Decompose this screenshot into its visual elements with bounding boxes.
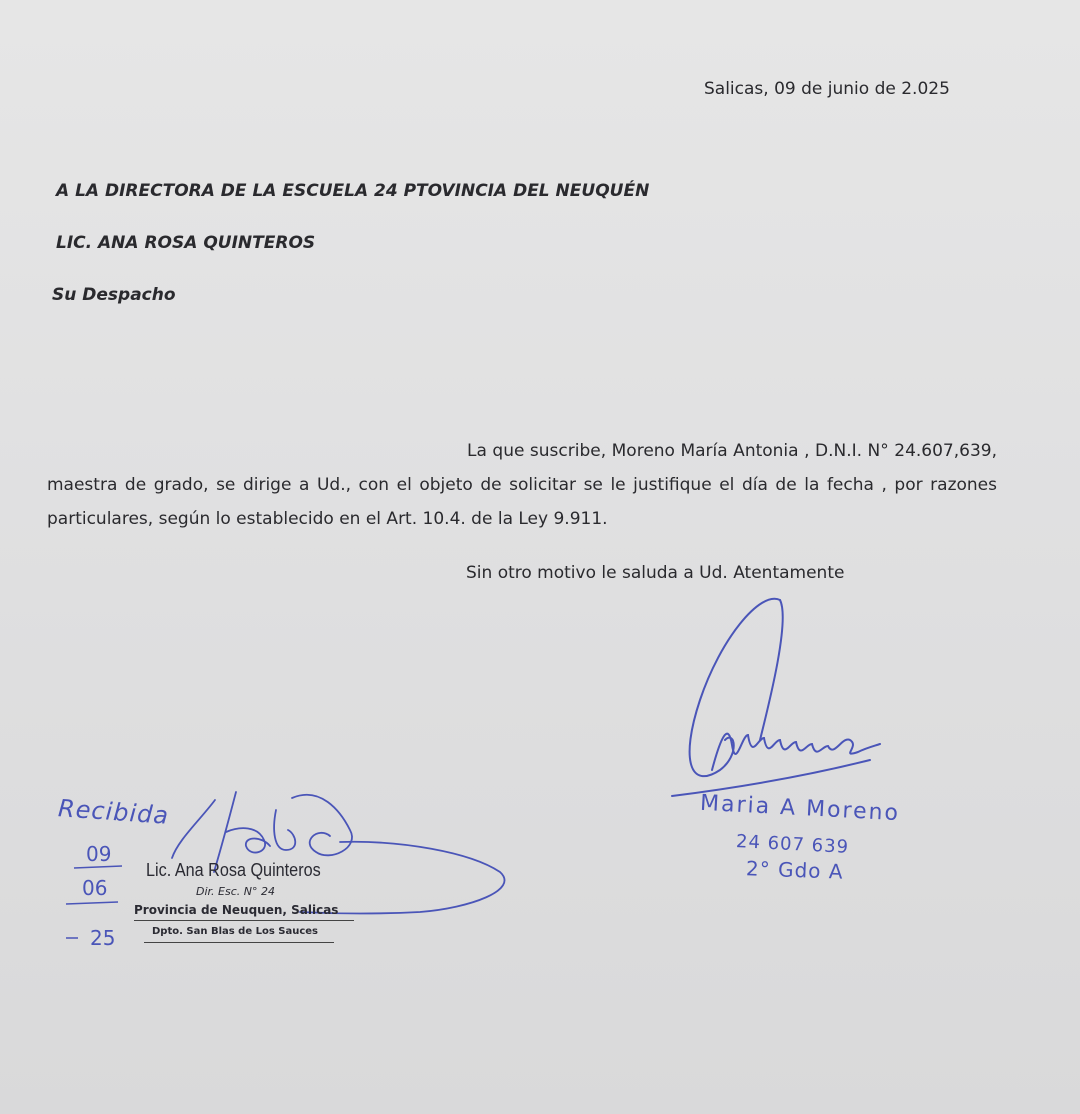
received-year: 25: [90, 926, 116, 950]
stamp-department: Dpto. San Blas de Los Sauces: [152, 926, 319, 937]
received-label: Recibida: [57, 794, 170, 830]
signature-name: Maria A Moreno: [699, 790, 901, 827]
stamp-name: Lic. Ana Rosa Quinteros: [146, 860, 321, 880]
received-day: 09: [86, 842, 112, 866]
recipient-line-1: A LA DIRECTORA DE LA ESCUELA 24 PTOVINCIA DEL NEUQUÉN: [56, 181, 650, 201]
teacher-signature: [672, 599, 880, 796]
stamp-divider: [144, 942, 334, 943]
letter-closing: Sin otro motivo le saluda a Ud. Atentamente: [466, 563, 845, 583]
signature-grade: 2° Gdo A: [745, 856, 844, 884]
signature-dni: 24 607 639: [735, 831, 850, 858]
letter-date: Salicas, 09 de junio de 2.025: [704, 79, 950, 99]
stamp-role: Dir. Esc. N° 24: [196, 885, 275, 898]
stamp-divider: [134, 920, 354, 921]
stamp-province: Provincia de Neuquen, Salicas: [134, 903, 339, 917]
recipient-line-2: LIC. ANA ROSA QUINTEROS: [56, 233, 316, 253]
recipient-line-3: Su Despacho: [52, 285, 176, 305]
letter-body: La que suscribe, Moreno María Antonia , D.N.I. N° 24.607,639, maestra de grado, se dirige a Ud., con el objeto de solicitar se le justifique el día de la fecha , por razones particulares, según lo establecido en el Art. 10.4. de la Ley 9.911.: [47, 441, 997, 529]
received-month: 06: [82, 876, 108, 900]
